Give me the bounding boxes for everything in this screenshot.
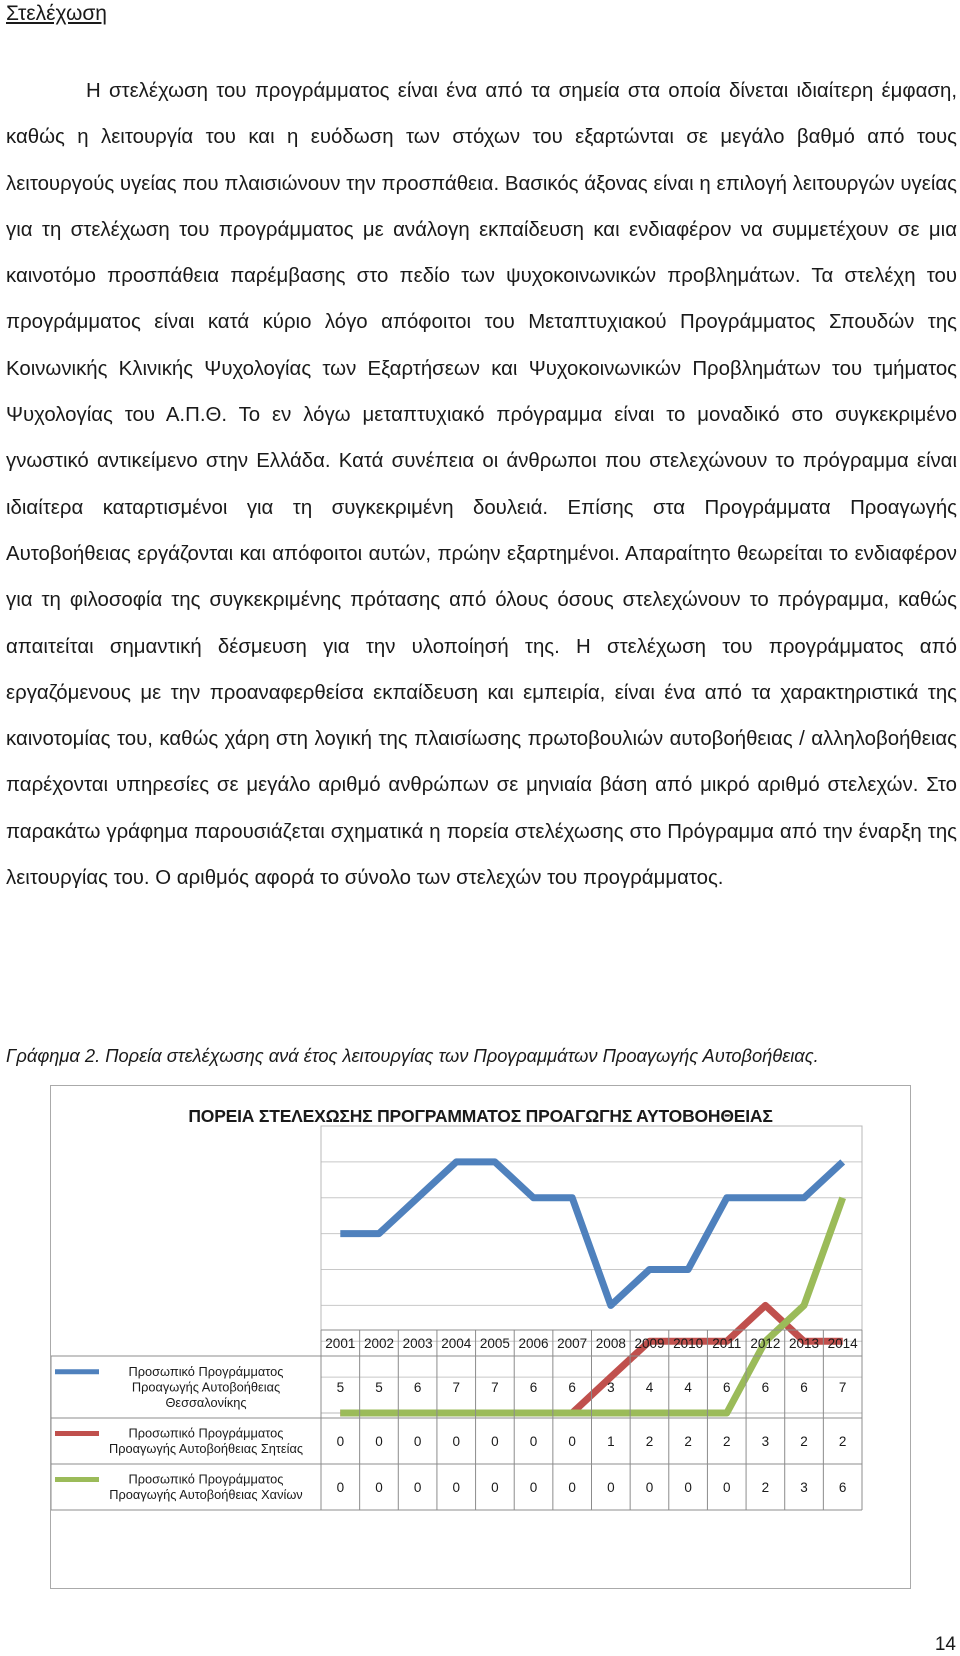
table-cell-value: 2	[838, 1434, 847, 1449]
legend-label: Προαγωγής Αυτοβοήθειας Σητείας	[108, 1441, 304, 1456]
figure-caption: Γράφημα 2. Πορεία στελέχωσης ανά έτος λειτουργίας των Προγραμμάτων Προαγωγής Αυτοβοήθειας.	[6, 1045, 819, 1066]
table-header-year: 2010	[673, 1336, 704, 1351]
table-cell-value: 2	[684, 1434, 692, 1449]
table-cell-value: 0	[722, 1480, 731, 1495]
table-header-year: 2008	[595, 1336, 626, 1351]
legend-label: Προσωπικό Προγράμματος	[128, 1425, 284, 1441]
section-heading: Στελέχωση	[6, 2, 107, 25]
table-cell-value: 2	[645, 1434, 654, 1449]
table-cell-value: 3	[800, 1480, 808, 1495]
table-header-year: 2002	[363, 1336, 394, 1351]
table-header-year: 2011	[712, 1336, 742, 1351]
table-header-year: 2006	[518, 1336, 549, 1351]
table-cell-value: 5	[336, 1380, 345, 1395]
table-header-year: 2001	[325, 1336, 356, 1351]
table-header-year: 2012	[750, 1336, 781, 1351]
legend-label: Προσωπικό Προγράμματος	[128, 1363, 284, 1379]
table-cell-value: 2	[800, 1434, 808, 1449]
page-number: 14	[934, 1634, 956, 1655]
table-cell-value: 3	[607, 1380, 615, 1395]
staffing-chart	[50, 1085, 911, 1589]
table-cell-value: 6	[761, 1380, 770, 1395]
chart-canvas	[51, 1086, 910, 1588]
table-header-year: 2007	[557, 1336, 588, 1351]
table-cell-value: 4	[645, 1380, 654, 1395]
table-header-year: 2013	[789, 1336, 820, 1351]
table-cell-value: 6	[568, 1380, 576, 1395]
table-cell-value: 0	[375, 1480, 383, 1495]
table-header-year: 2014	[827, 1336, 858, 1351]
table-cell-value: 6	[838, 1480, 847, 1495]
table-cell-value: 0	[375, 1434, 383, 1449]
table-cell-value: 0	[684, 1480, 692, 1495]
table-cell-value: 6	[529, 1380, 538, 1395]
table-cell-value: 0	[413, 1480, 422, 1495]
table-cell-value: 7	[452, 1380, 461, 1395]
body-paragraph: Η στελέχωση του προγράμματος είναι ένα από τα σημεία στα οποία δίνεται ιδιαίτερη έμφαση, καθώς η λειτουργία του και η ευόδωση των στόχων του εξαρτώνται σε μεγάλο βαθμό από τους λειτουργούς υγείας που πλαισιώνουν την προσπάθεια. Βασικός άξονας είναι η επιλογή λειτουργών υγείας για τη στελέχωση του προγράμματος με ανάλογη εκπαίδευση και ενδιαφέρον να συμμετέχουν σε μια καινοτόμο προσπάθεια παρέμβασης στο πεδίο των ψυχοκοινωνικών προβλημάτων. Τα στελέχη του προγράμματος είναι κατά κύριο λόγο απόφοιτοι του Μεταπτυχιακού Προγράμματος Σπουδών της Κοινωνικής Κλινικής Ψυχολογίας των Εξαρτήσεων και Ψυχοκοινωνικών Προβλημάτων του τμήματος Ψυχολογίας του Α.Π.Θ. Το εν λόγω μεταπτυχιακό πρόγραμμα είναι το μοναδικό στο συγκεκριμένο γνωστικό αντικείμενο στην Ελλάδα. Κατά συνέπεια οι άνθρωποι που στελεχώνουν το πρόγραμμα είναι ιδιαίτερα καταρτισμένοι για τη συγκεκριμένη δουλειά. Επίσης στα Προγράμματα Προαγωγής Αυτοβοήθειας εργάζονται και απόφοιτοι αυτών, πρώην εξαρτημένοι. Απαραίτητο θεωρείται το ενδιαφέρον για τη φιλοσοφία της συγκεκριμένης πρότασης από όλους όσους στελεχώνουν το πρόγραμμα, καθώς απαιτείται σημαντική δέσμευση για την υλοποίησή της. Η στελέχωση του προγράμματος από εργαζόμενους με την προαναφερθείσα εκπαίδευση και εμπειρία, είναι ένα από τα χαρακτηριστικά της καινοτομίας του, καθώς χάρη στη λογική της πλαισίωσης πρωτοβουλιών αυτοβοήθειας / αλληλοβοήθειας παρέχονται υπηρεσίες σε μεγάλο αριθμό ανθρώπων σε μηνιαία βάση από μικρό αριθμό στελεχών. Στο παρακάτω γράφημα παρουσιάζεται σχηματικά η πορεία στελέχωσης στο Πρόγραμμα από την έναρξη της λειτουργίας του. Ο αριθμός αφορά το σύνολο των στελεχών του προγράμματος.	[6, 80, 957, 890]
legend-label: Θεσσαλονίκης	[165, 1394, 247, 1410]
chart-title: ΠΟΡΕΙΑ ΣΤΕΛΕΧΩΣΗΣ ΠΡΟΓΡΑΜΜΑΤΟΣ ΠΡΟΑΓΩΓΗΣ ΑΥΤΟΒΟΗΘΕΙΑΣ	[188, 1106, 773, 1126]
table-cell-value: 7	[491, 1380, 499, 1395]
table-cell-value: 2	[761, 1480, 770, 1495]
table-cell-value: 6	[413, 1380, 422, 1395]
table-header-year: 2003	[402, 1336, 433, 1351]
table-cell-value: 3	[761, 1434, 770, 1449]
table-cell-value: 0	[491, 1480, 499, 1495]
table-cell-value: 0	[452, 1434, 461, 1449]
table-cell-value: 0	[452, 1480, 461, 1495]
table-cell-value: 0	[529, 1434, 538, 1449]
table-cell-value: 6	[722, 1380, 731, 1395]
legend-label: Προαγωγής Αυτοβοήθειας	[131, 1379, 281, 1395]
table-cell-value: 0	[645, 1480, 654, 1495]
table-cell-value: 0	[336, 1434, 345, 1449]
table-cell-value: 0	[491, 1434, 499, 1449]
table-header-year: 2005	[479, 1336, 510, 1351]
table-header-year: 2004	[441, 1336, 472, 1351]
table-cell-value: 4	[684, 1380, 692, 1395]
legend-label: Προσωπικό Προγράμματος	[128, 1471, 284, 1487]
table-header-year: 2009	[634, 1336, 665, 1351]
table-cell-value: 2	[722, 1434, 731, 1449]
table-cell-value: 6	[800, 1380, 808, 1395]
table-cell-value: 0	[568, 1434, 576, 1449]
table-cell-value: 0	[336, 1480, 345, 1495]
table-cell-value: 0	[413, 1434, 422, 1449]
table-cell-value: 0	[568, 1480, 576, 1495]
table-cell-value: 0	[529, 1480, 538, 1495]
table-cell-value: 7	[838, 1380, 847, 1395]
table-cell-value: 1	[607, 1434, 615, 1449]
legend-label: Προαγωγής Αυτοβοήθειας Χανίων	[109, 1487, 303, 1502]
table-cell-value: 5	[375, 1380, 383, 1395]
table-cell-value: 0	[607, 1480, 615, 1495]
